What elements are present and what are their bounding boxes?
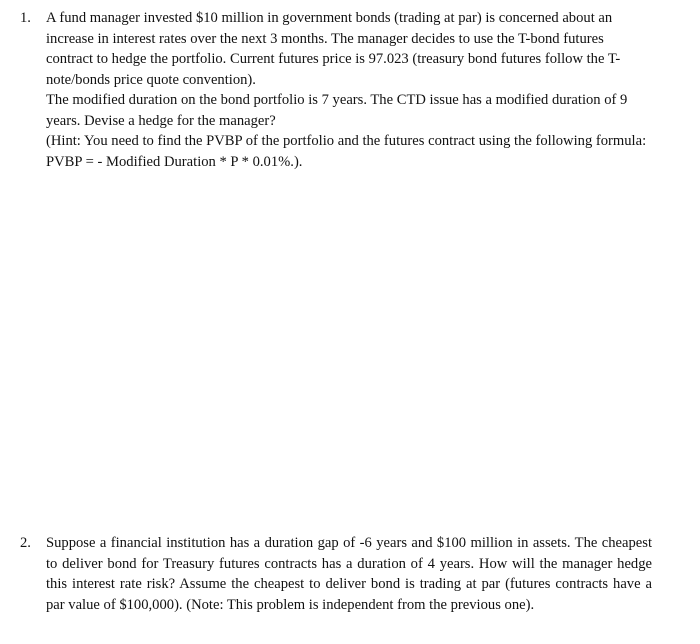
question-2-number: 2.	[20, 535, 31, 551]
question-2-body	[46, 533, 652, 615]
question-1	[20, 8, 652, 172]
question-2	[20, 533, 652, 615]
question-1-body	[46, 8, 652, 172]
question-1-number: 1.	[20, 10, 31, 26]
question-1-paragraph-1: A fund manager invested $10 million in government bonds (trading at par) is concerned about an increase in interest rates over the next 3 months. The manager decides to use the T-bond futures contract to hedge the portfolio. Current futures price is 97.023 (treasury bond futures follow the T-note/bonds price quote convention).	[46, 10, 621, 88]
question-1-paragraph-2: The modified duration on the bond portfolio is 7 years. The CTD issue has a modified duration of 9 years. Devise a hedge for the manager?	[46, 92, 628, 129]
question-1-hint: (Hint: You need to find the PVBP of the portfolio and the futures contract using the following formula: PVBP = - Modified Duration * P * 0.01%.).	[46, 133, 647, 170]
question-2-paragraph-1: Suppose a financial institution has a duration gap of -6 years and $100 million in assets. The cheapest to deliver bond for Treasury futures contracts has a duration of 4 years. How will the manager hedge this interest rate risk? Assume the cheapest to deliver bond is trading at par (futures contracts have a par value of $100,000). (Note: This problem is independent from the previous one).	[46, 535, 652, 613]
